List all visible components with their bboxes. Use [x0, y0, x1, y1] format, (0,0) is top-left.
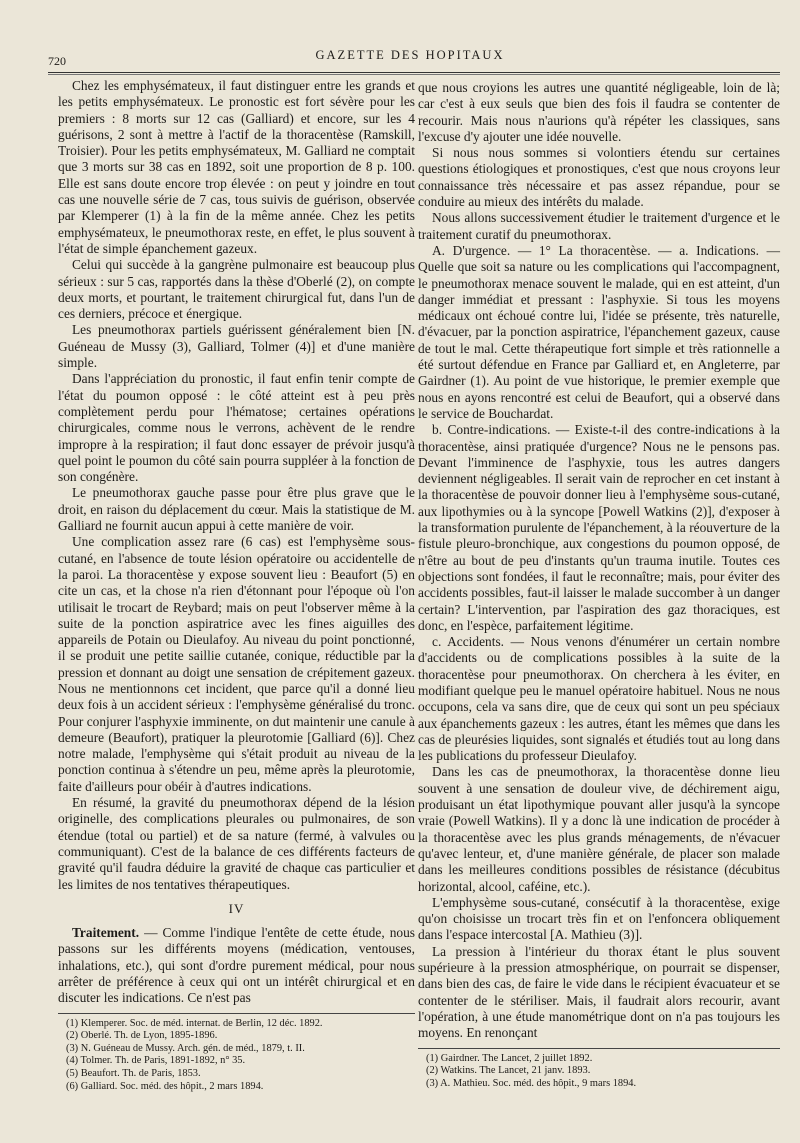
paragraph: Une complication assez rare (6 cas) est l'emphysème sous-cutané, en l'absence de toute lésion opératoire ou accidentelle de la paroi. La thoracentèse y expose souvent lieu : Beaufort (5) en cite un cas, et la chose n'a rien d'étonnant pour l'époque où l'on utilisait le trocart de Reybard; mais on peut l'observer même à la suite de la ponction aspiratrice avec les fines aiguilles des appareils de Potain ou Dieulafoy. Au niveau du point ponctionné, il se produit une petite saillie cutanée, conique, réductible par la pression et donnant au doigt une sensation de crépitement gazeux. Nous ne mentionnons cet incident, que parce qu'il a donné lieu deux fois à un accident sérieux : l'emphysème généralisé du tronc. Pour conjurer l'asphyxie imminente, on dut maintenir une canule à demeure (Beaufort), pratiquer la pleurotomie [Galliard (6)]. Chez notre malade, l'emphysème qui s'était produit au niveau de la ponction continua à s'étendre un peu, même après la pleurotomie, faite d'ailleurs pour obéir à d'autres indications.	[58, 534, 415, 794]
running-title: GAZETTE DES HOPITAUX	[315, 48, 505, 62]
footnote: (1) Klemperer. Soc. de méd. internat. de Berlin, 12 déc. 1892.	[66, 1017, 323, 1029]
paragraph: L'emphysème sous-cutané, consécutif à la thoracentèse, exige qu'on choisisse un trocart très fin et on l'enfoncera obliquement dans l'espace intercostal [A. Mathieu (3)].	[418, 894, 780, 943]
footnotes	[58, 1018, 415, 1094]
section-number: IV	[228, 900, 245, 916]
paragraph-text: — Comme l'indique l'entête de cette étude, nous passons sur les différents moyens (médication, ventouses, inhalations, etc.), qui sont d'ordre purement médical, pour nous arrêter de préférence à ceux qui ont un intérêt chirurgical et en discuter les indications. Ce n'est pas	[58, 925, 415, 1006]
footnote: (6) Galliard. Soc. méd. des hôpit., 2 mars 1894.	[66, 1080, 264, 1092]
paragraph: Nous allons successivement étudier le traitement d'urgence et le traitement curatif du pneumothorax.	[418, 210, 780, 242]
footnote: (5) Beaufort. Th. de Paris, 1853.	[66, 1068, 201, 1079]
footnote: (3) N. Guéneau de Mussy. Arch. gén. de méd., 1879, t. II.	[66, 1042, 305, 1054]
header-rule	[48, 72, 780, 75]
paragraph: c. Accidents. — Nous venons d'énumérer un certain nombre d'accidents ou de complications possibles à la suite de la thoracentèse pour pneumothorax. On cherchera à les éviter, en modifiant quelque peu le manuel opératoire habituel. Nous ne nous occupons, cela va sans dire, que de ceux qui sont un peu spéciaux aux épanchements gazeux : les autres, étant les mêmes que dans les cas de pleurésies liquides, sont signalés et étudiés tout au long dans les publications du professeur Dieulafoy.	[418, 634, 780, 764]
paragraph: Dans l'appréciation du pronostic, il faut enfin tenir compte de l'état du poumon opposé : le côté atteint est à peu près complètement perdu pour l'hématose; certaines opérations chirurgicales, comme nous le verrons, achèvent de le rendre impropre à la respiration; il faut donc essayer de prévoir jusqu'à quel point le poumon du côté sain pourra suppléer à la fonction de son congénère.	[58, 371, 415, 485]
paragraph: En résumé, la gravité du pneumothorax dépend de la lésion originelle, des complications pleurales ou pulmonaires, de son étendue (total ou partiel) et de sa nature (fermé, à valvules ou communiquant). C'est de la balance de ces différents facteurs de gravité qu'il faudra déduire la gravité de chaque cas particulier et les limites de nos tentatives thérapeutiques.	[58, 795, 415, 892]
page-number: 720	[48, 54, 66, 68]
page-header	[40, 44, 780, 66]
paragraph: La pression à l'intérieur du thorax étant le plus souvent supérieure à la pression atmosphérique, on pourrait se dispenser, dans bien des cas, de faire le vide dans le récipient évacuateur et se contenter de le stériliser. Mais, il faudrait alors recourir, avant l'opération, à une étude manométrique dont on n'a pas toujours les moyens. En renonçant	[418, 943, 780, 1041]
footnote: (4) Tolmer. Th. de Paris, 1891-1892, n° 35.	[66, 1055, 246, 1067]
paragraph: Chez les emphysémateux, il faut distinguer entre les grands et les petits emphysémateux. Le pronostic est fort sévère pour les premiers : 8 morts sur 12 cas (Galliard) et encore, sur les 4 guérisons, 2 sont à mettre à l'actif de la thoracentèse (Ramskill, Troisier). Pour les petits emphysémateux, M. Galliard ne comptait que 3 morts sur 38 cas en 1892, soit une proportion de 8 p. 100. Elle est sans doute encore trop élevée : on peut y joindre en tout cas une nouvelle série de 7 cas, tous suivis de guérison, observée par Klemperer (1) à la fin de la même année. Chez les petits emphysémateux, le pneumothorax reste, en effet, le plus souvent à l'état de simple épanchement gazeux.	[58, 78, 415, 256]
run-in-heading: Traitement.	[72, 925, 140, 941]
paragraph: que nous croyions les autres une quantité négligeable, loin de là; car c'est à eux seuls que bien des fois il faudra se contenter de recourir. Mais nous n'aurions qu'à répéter les classiques, sans l'excuse d'y ajouter une idée nouvelle.	[418, 80, 780, 144]
footnote: (1) Gairdner. The Lancet, 2 juillet 1892.	[426, 1052, 593, 1064]
left-column	[58, 78, 415, 1093]
right-column	[418, 80, 780, 1090]
paragraph: Si nous nous sommes si volontiers étendu sur certaines questions étiologiques et pronostiques, c'est que nous croyons leur connaissance très nécessaire et pas assez répandue, pour se conduire au mieux des intérêts du malade.	[418, 145, 780, 210]
paragraph: Dans les cas de pneumothorax, la thoracentèse donne lieu souvent à une sensation de douleur vive, de déchirement aigu, produisant un état lipothymique pouvant aller jusqu'à la syncope vraie (Powell Watkins). Il y a donc là une indication de procéder à la thoracentèse avec les plus grands ménagements, de n'évacuer qu'avec lenteur, et, d'une manière générale, de placer son malade dans les meilleures conditions possibles de résistance (décubitus horizontal, alcool, caféine, etc.).	[418, 764, 780, 894]
footnote-rule	[58, 1013, 415, 1014]
paragraph: Celui qui succède à la gangrène pulmonaire est beaucoup plus sérieux : sur 5 cas, rapportés dans la thèse d'Oberlé (2), on compte deux morts, et pourtant, le traitement chirurgical fut, dans l'un de ces derniers, précoce et énergique.	[58, 257, 415, 322]
footnote: (2) Oberlé. Th. de Lyon, 1895-1896.	[66, 1030, 218, 1042]
footnote: (3) A. Mathieu. Soc. méd. des hôpit., 9 mars 1894.	[426, 1077, 637, 1089]
paragraph: b. Contre-indications. — Existe-t-il des contre-indications à la thoracentèse, ainsi pratiquée d'urgence? Nous ne le pensons pas. Devant l'imminence de l'asphyxie, tous les autres dangers deviennent négligeables. Il serait vain de reprocher en cet instant à la thoracentèse de pouvoir donner lieu à l'emphysème sous-cutané, aux lipothymies ou à la syncope [Powell Watkins (2)], d'exposer à la transformation purulente de l'épanchement, à la réouverture de la fistule pleuro-bronchique, aux congestions du poumon opposé, de n'être au bout de peu d'instants qu'un trauma inutile. Toutes ces objections sont fondées, il faut le reconnaître; mais, pour éviter des accidents possibles, faut-il laisser le malade succomber à un danger certain? L'intervention, par l'aspiration des gaz thoraciques, est donc, en l'espèce, parfaitement légitime.	[418, 422, 780, 633]
paragraph: A. D'urgence. — 1° La thoracentèse. — a. Indications. — Quelle que soit sa nature ou les complications qui l'accompagnent, le pneumothorax menace souvent le malade, qui en est atteint, d'un danger immédiat et pressant : l'asphyxie. Si tous les moyens médicaux ont échoué contre lui, l'idée se présente, très naturelle, d'évacuer, par la ponction aspiratrice, l'épanchement gazeux, cause de tout le mal. Cette thérapeutique fort simple et très rationnelle a été surtout défendue en France par Galliard et, en Angleterre, par Gairdner (1). Au point de vue historique, le premier exemple que nous en ayons rencontré est celui de Beaufort, qui a observé dans le service de Bouchardat.	[418, 242, 780, 421]
paragraph: Les pneumothorax partiels guérissent généralement bien [N. Guéneau de Mussy (3), Galliard, Tolmer (4)] et d'une manière simple.	[58, 322, 415, 371]
paragraph	[58, 925, 415, 1006]
footnote: (2) Watkins. The Lancet, 21 janv. 1893.	[426, 1065, 591, 1077]
footnote-rule	[418, 1048, 780, 1049]
paragraph: Le pneumothorax gauche passe pour être plus grave que le droit, en raison du déplacement du cœur. Mais la statistique de M. Galliard ne fournit aucun appui à cette manière de voir.	[58, 485, 415, 534]
footnotes	[418, 1053, 780, 1091]
